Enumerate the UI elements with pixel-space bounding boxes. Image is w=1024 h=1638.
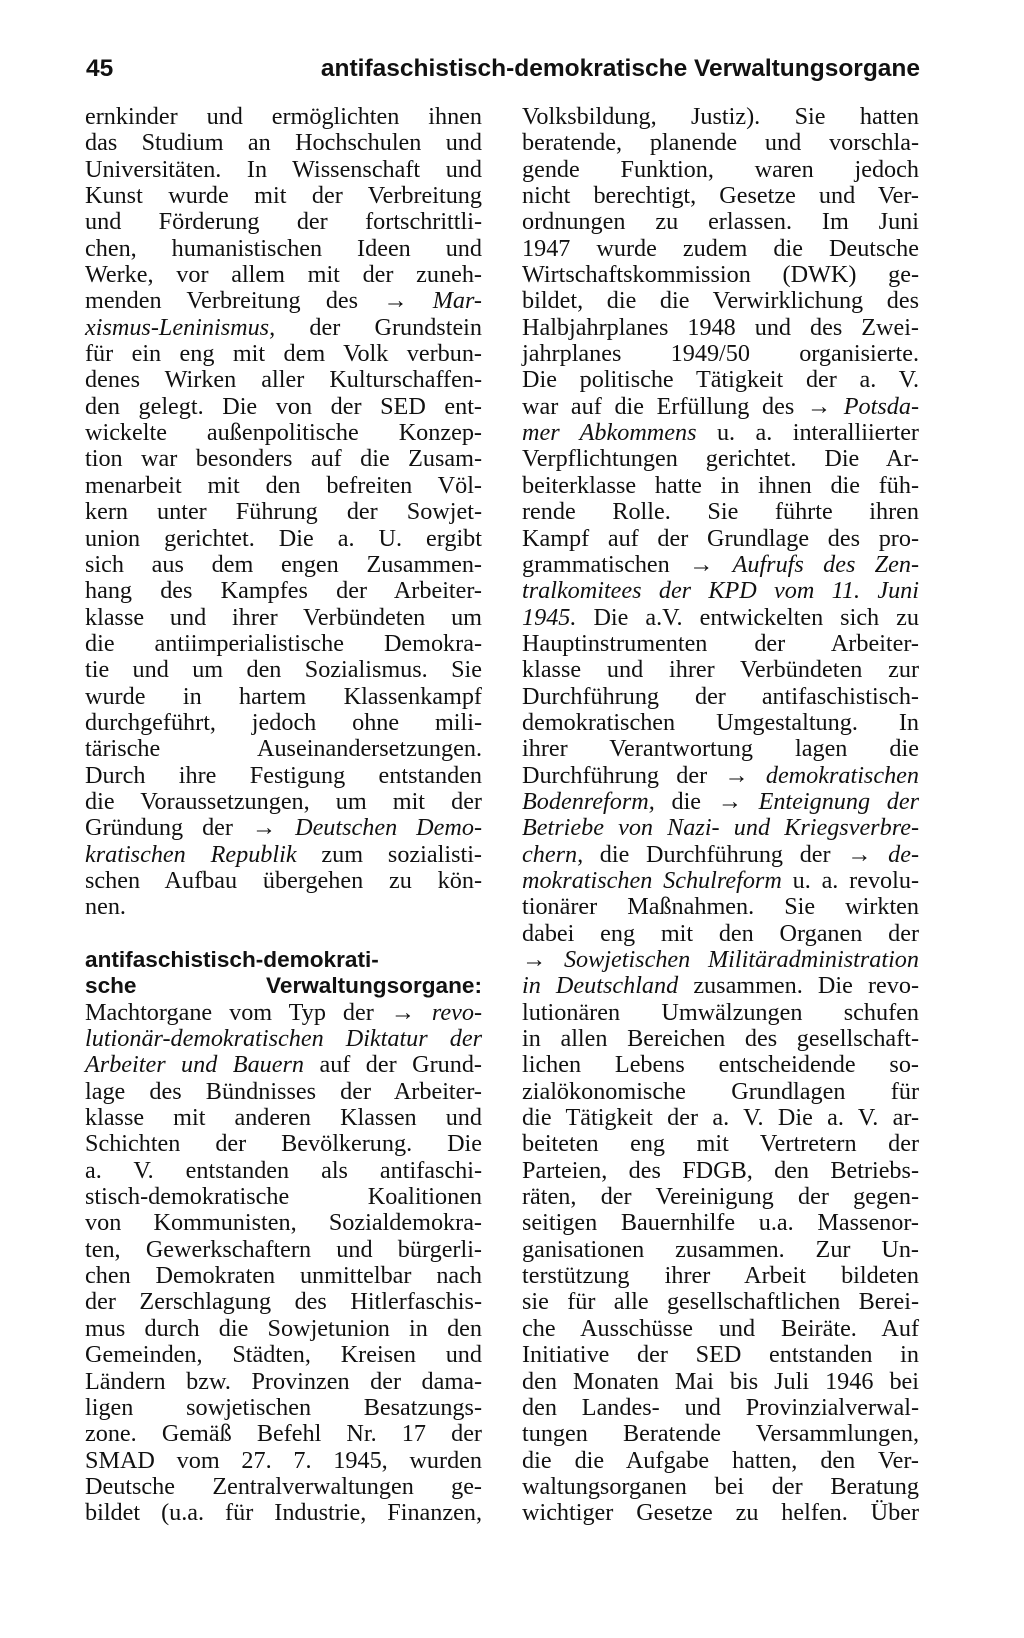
- cross-reference-text: in Deutschland: [522, 972, 679, 1000]
- text-line: [522, 1158, 919, 1184]
- body-text: Kampf auf der Grundlage des pro-: [522, 524, 919, 552]
- text-line: [522, 288, 919, 314]
- text-line: [522, 130, 919, 156]
- text-line: [522, 1210, 919, 1236]
- body-text: dabei eng mit den Organen der: [522, 919, 919, 947]
- text-line: [85, 1105, 482, 1131]
- text-line: [522, 1237, 919, 1263]
- body-text: Hauptinstrumenten der Arbeiter-: [522, 629, 919, 657]
- text-line: [522, 1421, 919, 1447]
- body-text: den Monaten Mai bis Juli 1946 bei: [522, 1367, 919, 1395]
- text-line: [522, 1000, 919, 1026]
- body-text: für ein eng mit dem Volk verbun-: [85, 340, 482, 368]
- body-text: grammatischen →: [522, 550, 733, 578]
- text-line: [85, 1474, 482, 1500]
- cross-reference-text: Arbeiter und Bauern: [85, 1051, 304, 1079]
- text-line: [85, 631, 482, 657]
- body-text: wurde in hartem Klassenkampf: [85, 682, 482, 710]
- body-text: Durchführung der antifaschistisch-: [522, 682, 919, 710]
- text-line: [522, 183, 919, 209]
- entry-headword: antifaschistisch-demokrati-: [85, 947, 379, 972]
- body-text: schen Aufbau übergehen zu kön-: [85, 866, 482, 894]
- text-line: [85, 1448, 482, 1474]
- text-line: [522, 394, 919, 420]
- text-line: [85, 104, 482, 130]
- text-line: [85, 552, 482, 578]
- body-text: klasse mit anderen Klassen und: [85, 1104, 482, 1132]
- text-line: [522, 973, 919, 999]
- text-line: [85, 130, 482, 156]
- body-text: tionärer Maßnahmen. Sie wirkten: [522, 893, 919, 921]
- text-line: [85, 710, 482, 736]
- cross-reference-text: Bodenreform,: [522, 787, 655, 815]
- text-line: [522, 605, 919, 631]
- body-text: Parteien, des FDGB, den Betriebs-: [522, 1156, 919, 1184]
- text-line: [522, 552, 919, 578]
- text-line: [85, 605, 482, 631]
- text-line: [85, 1184, 482, 1210]
- cross-reference-text: mokratischen Schulreform: [522, 866, 782, 894]
- text-line: [85, 157, 482, 183]
- cross-reference-text: Deutschen Demo-: [295, 814, 482, 842]
- text-line: [85, 947, 482, 973]
- body-text: der Grundstein: [275, 313, 482, 341]
- body-text: che Ausschüsse und Beiräte. Auf: [522, 1314, 919, 1342]
- body-text: bildet (u.a. für Industrie, Finanzen,: [85, 1499, 482, 1527]
- body-text: →: [522, 946, 564, 973]
- body-text: Die politische Tätigkeit der a. V.: [522, 366, 919, 394]
- text-line: [85, 315, 482, 341]
- body-text: Wirtschaftskommission (DWK) ge-: [522, 261, 919, 289]
- body-text: Deutsche Zentralverwaltungen ge-: [85, 1472, 482, 1500]
- body-text: ligen sowjetischen Besatzungs-: [85, 1393, 482, 1421]
- text-line: [522, 1474, 919, 1500]
- body-text: ordnungen zu erlassen. Im Juni: [522, 208, 919, 236]
- body-text: tungen Beratende Versammlungen,: [522, 1420, 919, 1448]
- text-line: [522, 1079, 919, 1105]
- body-text: in allen Bereichen des gesellschaft-: [522, 1025, 919, 1053]
- body-text: hang des Kampfes der Arbeiter-: [85, 577, 482, 605]
- body-text: räten, der Vereinigung der gegen-: [522, 1183, 919, 1211]
- text-line: [85, 1131, 482, 1157]
- body-text: terstützung ihrer Arbeit bildeten: [522, 1262, 919, 1290]
- text-line: [522, 1105, 919, 1131]
- body-text: Werke, vor allem mit der zuneh-: [85, 261, 482, 289]
- body-text: union gerichtet. Die a. U. ergibt: [85, 524, 482, 552]
- body-text: menarbeit mit den befreiten Völ-: [85, 471, 482, 499]
- entry-headword: sche Verwaltungsorgane:: [85, 973, 482, 999]
- body-text: u. a. revolu-: [781, 866, 919, 894]
- cross-reference-text: 1945.: [522, 603, 577, 631]
- body-text: den gelegt. Die von der SED ent-: [85, 392, 482, 420]
- text-line: [85, 894, 482, 920]
- text-line: [522, 104, 919, 130]
- text-line: [85, 1000, 482, 1026]
- text-line: [522, 921, 919, 947]
- body-text: Die a.V. entwickelten sich zu: [576, 603, 919, 631]
- text-line: [85, 473, 482, 499]
- text-line: [522, 446, 919, 472]
- text-line: [522, 341, 919, 367]
- body-text: Volksbildung, Justiz). Sie hatten: [522, 103, 919, 130]
- text-line: [85, 341, 482, 367]
- text-line: [85, 446, 482, 472]
- text-line: [522, 657, 919, 683]
- text-line: [522, 1026, 919, 1052]
- text-line: [85, 578, 482, 604]
- cross-reference-text: Betriebe von Nazi- und Kriegsverbre-: [522, 814, 919, 842]
- body-text: der Zerschlagung des Hitlerfaschis-: [85, 1288, 482, 1316]
- right-text-column: [522, 104, 919, 1527]
- text-line: [85, 209, 482, 235]
- body-text: tärische Auseinandersetzungen.: [85, 735, 482, 763]
- text-line: [522, 763, 919, 789]
- body-text: lage des Bündnisses der Arbeiter-: [85, 1077, 482, 1105]
- body-text: Initiative der SED entstanden in: [522, 1341, 919, 1369]
- body-text: zusammen. Die revo-: [678, 972, 920, 1000]
- text-line: [85, 236, 482, 262]
- body-text: beiteten eng mit Vertretern der: [522, 1130, 919, 1158]
- cross-reference-text: demokratischen: [765, 761, 919, 789]
- text-line: [522, 420, 919, 446]
- text-line: [522, 631, 919, 657]
- body-text: ernkinder und ermöglichten ihnen: [85, 103, 482, 130]
- text-line: [522, 842, 919, 868]
- text-line: [522, 1342, 919, 1368]
- text-line: [85, 420, 482, 446]
- body-text: tion war besonders auf die Zusam-: [85, 445, 482, 473]
- body-text: Machtorgane vom Typ der →: [85, 998, 432, 1026]
- text-line: [522, 710, 919, 736]
- body-text: die die Aufgabe hatten, den Ver-: [522, 1446, 919, 1474]
- text-line: [85, 1158, 482, 1184]
- body-text: lutionären Umwälzungen schufen: [522, 998, 919, 1026]
- cross-reference-text: Potsda-: [843, 392, 919, 420]
- body-text: Gründung der →: [85, 814, 296, 842]
- text-line: [85, 1210, 482, 1236]
- left-text-column: [85, 104, 482, 1527]
- body-text: die Durchführung der →: [583, 840, 889, 868]
- text-line: [85, 367, 482, 393]
- cross-reference-text: kratischen Republik: [85, 840, 297, 868]
- text-line: [522, 1184, 919, 1210]
- text-line: [85, 1369, 482, 1395]
- body-text: das Studium an Hochschulen und: [85, 129, 482, 157]
- text-line: [522, 684, 919, 710]
- body-text: Schichten der Bevölkerung. Die: [85, 1130, 482, 1158]
- text-line: [85, 394, 482, 420]
- text-line: [85, 736, 482, 762]
- text-line: [85, 1263, 482, 1289]
- body-text: ihrer Verantwortung lagen die: [522, 735, 919, 763]
- body-text: die Voraussetzungen, um mit der: [85, 787, 482, 815]
- cross-reference-text: Mar-: [432, 287, 482, 315]
- text-line: [522, 789, 919, 815]
- text-line: [522, 1316, 919, 1342]
- text-line: [522, 736, 919, 762]
- body-text: denes Wirken aller Kulturschaffen-: [85, 366, 482, 394]
- body-text: sie für alle gesellschaftlichen Berei-: [522, 1288, 919, 1316]
- body-text: durchgeführt, jedoch ohne mili-: [85, 708, 482, 736]
- body-text: klasse und ihrer Verbündeten zur: [522, 656, 919, 684]
- body-text: demokratischen Umgestaltung. In: [522, 708, 919, 736]
- body-text: zone. Gemäß Befehl Nr. 17 der: [85, 1420, 482, 1448]
- body-text: chen, humanistischen Ideen und: [85, 234, 482, 262]
- cross-reference-text: tralkomitees der KPD vom 11. Juni: [522, 577, 919, 605]
- text-line: [522, 578, 919, 604]
- cross-reference-text: Enteignung der: [758, 787, 919, 815]
- body-text: wichtiger Gesetze zu helfen. Über: [522, 1499, 919, 1527]
- body-text: den Landes- und Provinzialverwal-: [522, 1393, 919, 1421]
- text-line: [85, 868, 482, 894]
- cross-reference-text: revo-: [431, 998, 482, 1026]
- body-text: klasse und ihrer Verbündeten um: [85, 603, 482, 631]
- body-text: ten, Gewerkschaftern und bürgerli-: [85, 1235, 482, 1263]
- text-line: [85, 1395, 482, 1421]
- body-text: sich aus dem engen Zusammen-: [85, 550, 482, 578]
- cross-reference-text: xismus-Leninismus,: [85, 313, 276, 341]
- page-header: [86, 52, 920, 86]
- text-line: [522, 1263, 919, 1289]
- text-line: [85, 1316, 482, 1342]
- text-line: [522, 262, 919, 288]
- body-text: stisch-demokratische Koalitionen: [85, 1183, 482, 1211]
- text-line: [522, 526, 919, 552]
- body-text: die Tätigkeit der a. V. Die a. V. ar-: [522, 1104, 919, 1132]
- body-text: nicht berechtigt, Gesetze und Ver-: [522, 182, 919, 210]
- text-line: [522, 1052, 919, 1078]
- body-text: tie und um den Sozialismus. Sie: [85, 656, 482, 684]
- body-text: lichen Lebens entscheidende so-: [522, 1051, 919, 1079]
- body-text: chen Demokraten unmittelbar nach: [85, 1262, 482, 1290]
- text-line: [522, 1131, 919, 1157]
- text-line: [522, 1289, 919, 1315]
- text-line: [522, 315, 919, 341]
- body-text: 1947 wurde zudem die Deutsche: [522, 234, 919, 262]
- body-text: Ländern bzw. Provinzen der dama-: [85, 1367, 482, 1395]
- body-text: und Förderung der fortschrittli-: [85, 208, 482, 236]
- cross-reference-text: lutionär-demokratischen Diktatur der: [85, 1025, 482, 1053]
- text-line: [522, 1395, 919, 1421]
- body-text: rende Rolle. Sie führte ihren: [522, 498, 919, 526]
- body-text: Gemeinden, Städten, Kreisen und: [85, 1341, 482, 1369]
- body-text: auf der Grund-: [304, 1051, 482, 1079]
- text-line: [85, 499, 482, 525]
- body-text: von Kommunisten, Sozialdemokra-: [85, 1209, 482, 1237]
- body-text: kern unter Führung der Sowjet-: [85, 498, 482, 526]
- text-line: [85, 526, 482, 552]
- body-text: ganisationen zusammen. Zur Un-: [522, 1235, 919, 1263]
- text-line: [522, 1500, 919, 1526]
- body-text: menden Verbreitung des →: [85, 287, 433, 315]
- text-line: [85, 1079, 482, 1105]
- text-line: [522, 209, 919, 235]
- body-text: die →: [654, 787, 759, 815]
- text-line: [85, 1052, 482, 1078]
- text-line: [85, 1237, 482, 1263]
- body-text: u. a. interalliierter: [696, 419, 919, 447]
- body-text: gende Funktion, waren jedoch: [522, 155, 919, 183]
- text-line: [85, 1500, 482, 1526]
- cross-reference-text: de-: [888, 840, 919, 868]
- body-text: Durchführung der →: [522, 761, 766, 789]
- text-line: [522, 157, 919, 183]
- body-text: Durch ihre Festigung entstanden: [85, 761, 482, 789]
- text-line: [522, 367, 919, 393]
- body-text: zum sozialisti-: [296, 840, 482, 868]
- body-text: jahrplanes 1949/50 organisierte.: [522, 340, 919, 368]
- text-line: [85, 842, 482, 868]
- body-text: beratende, planende und vorschla-: [522, 129, 919, 157]
- body-text: Halbjahrplanes 1948 und des Zwei-: [522, 313, 919, 341]
- body-text: waltungsorganen bei der Beratung: [522, 1472, 919, 1500]
- text-line: [85, 973, 482, 999]
- text-line: [522, 815, 919, 841]
- body-text: zialökonomische Grundlagen für: [522, 1077, 919, 1105]
- text-line: [522, 236, 919, 262]
- cross-reference-text: Sowjetischen Militäradministration: [563, 946, 919, 973]
- text-line: [85, 763, 482, 789]
- text-line: [85, 1289, 482, 1315]
- body-text: war auf die Erfüllung des →: [522, 392, 844, 420]
- text-line: [522, 473, 919, 499]
- text-line: [85, 288, 482, 314]
- text-line: [85, 262, 482, 288]
- paragraph-gap: [85, 921, 482, 947]
- body-text: beiterklasse hatte in ihnen die füh-: [522, 471, 919, 499]
- cross-reference-text: Aufrufs des Zen-: [732, 550, 920, 578]
- cross-reference-text: mer Abkommens: [522, 419, 697, 447]
- text-line: [522, 894, 919, 920]
- text-line: [522, 1369, 919, 1395]
- text-line: [85, 183, 482, 209]
- text-line: [85, 1421, 482, 1447]
- text-line: [522, 868, 919, 894]
- body-text: bildet, die die Verwirklichung des: [522, 287, 919, 315]
- body-text: Verpflichtungen gerichtet. Die Ar-: [522, 445, 919, 473]
- text-line: [85, 789, 482, 815]
- body-text: SMAD vom 27. 7. 1945, wurden: [85, 1446, 482, 1474]
- text-line: [85, 1342, 482, 1368]
- body-text: mus durch die Sowjetunion in den: [85, 1314, 482, 1342]
- body-text: seitigen Bauernhilfe u.a. Massenor-: [522, 1209, 919, 1237]
- body-text: nen.: [85, 893, 126, 921]
- body-text: wickelte außenpolitische Konzep-: [85, 419, 482, 447]
- text-line: [522, 947, 919, 973]
- body-text: a. V. entstanden als antifaschi-: [85, 1156, 482, 1184]
- body-text: die antiimperialistische Demokra-: [85, 629, 482, 657]
- text-line: [85, 684, 482, 710]
- body-text: Universitäten. In Wissenschaft und: [85, 155, 482, 183]
- text-line: [522, 499, 919, 525]
- body-text: Kunst wurde mit der Verbreitung: [85, 182, 482, 210]
- text-line: [85, 815, 482, 841]
- text-line: [522, 1448, 919, 1474]
- text-line: [85, 1026, 482, 1052]
- cross-reference-text: chern,: [522, 840, 584, 868]
- text-line: [85, 657, 482, 683]
- page-number: 45: [86, 55, 114, 82]
- running-head: antifaschistisch-demokratische Verwaltungsorgane: [320, 55, 920, 82]
